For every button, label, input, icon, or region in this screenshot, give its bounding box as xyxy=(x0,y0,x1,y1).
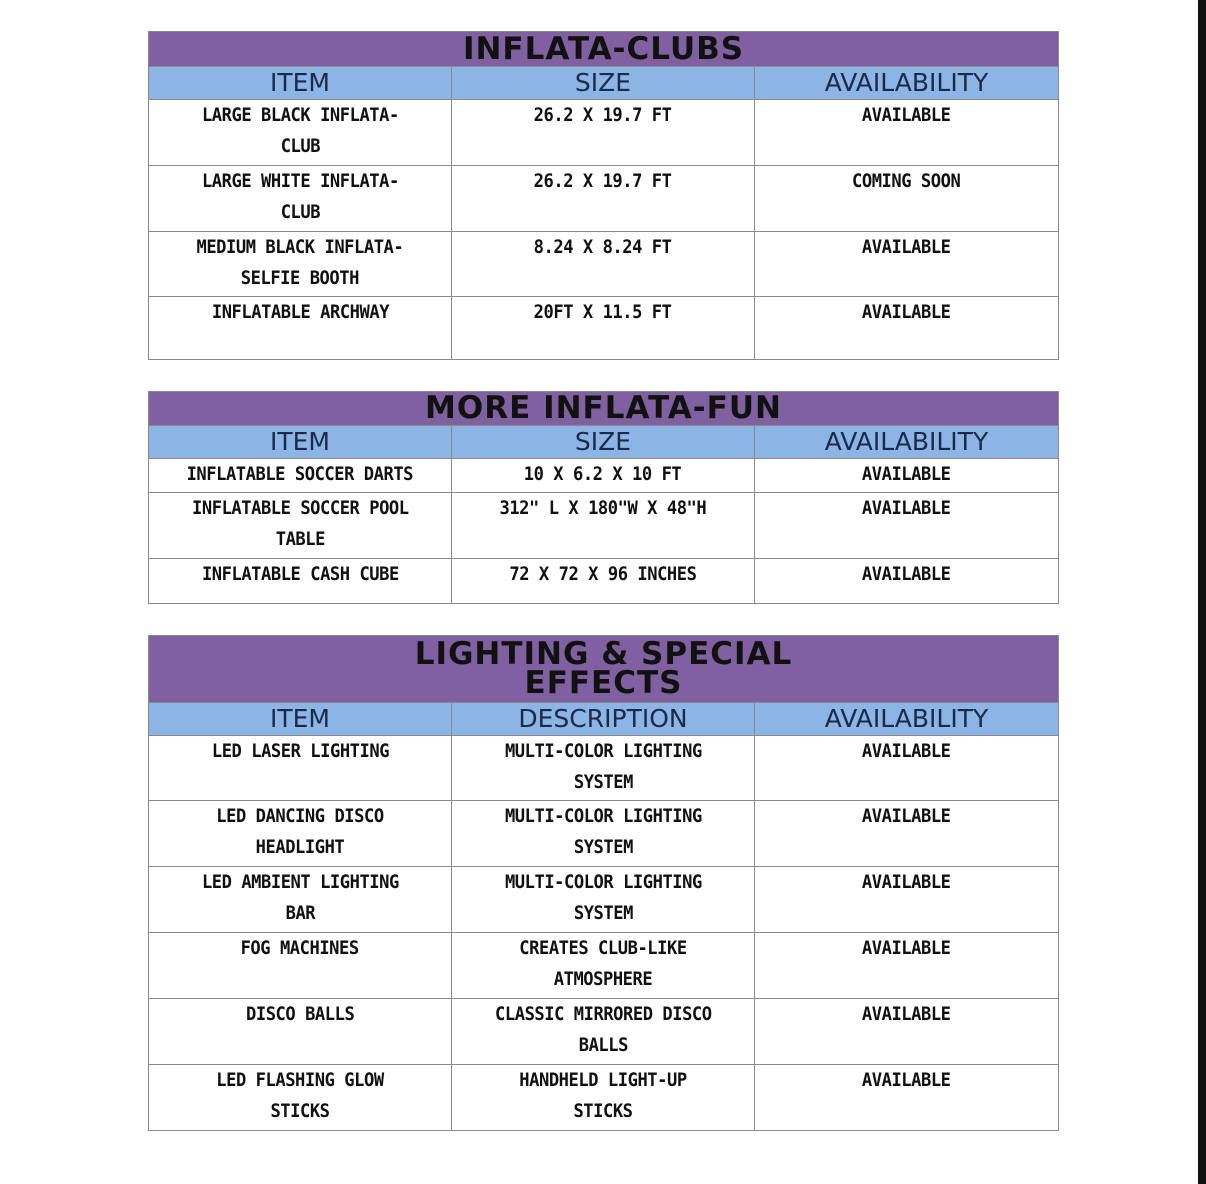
screen-edge xyxy=(1198,0,1206,1184)
table-row xyxy=(149,999,1059,1065)
column-header-availability: AVAILABILITY xyxy=(755,67,1059,100)
availability-cell: AVAILABLE xyxy=(755,736,1059,801)
item-cell: LED DANCING DISCO HEADLIGHT xyxy=(149,801,452,867)
column-header-item: ITEM xyxy=(149,67,452,100)
table-title: INFLATA-CLUBS xyxy=(149,32,1059,67)
availability-cell: AVAILABLE xyxy=(755,867,1059,933)
description-cell: MULTI-COLOR LIGHTING SYSTEM xyxy=(452,736,755,801)
description-cell: HANDHELD LIGHT-UP STICKS xyxy=(452,1065,755,1131)
item-cell: LARGE WHITE INFLATA- CLUB xyxy=(149,166,452,232)
column-header-availability: AVAILABILITY xyxy=(755,426,1059,459)
lighting-special-effects-table xyxy=(148,635,1059,1131)
item-cell: INFLATABLE SOCCER POOL TABLE xyxy=(149,493,452,559)
description-cell: CREATES CLUB-LIKE ATMOSPHERE xyxy=(452,933,755,999)
table-row xyxy=(149,493,1059,559)
availability-cell: AVAILABLE xyxy=(755,297,1059,360)
size-cell: 20FT X 11.5 FT xyxy=(452,297,755,360)
column-header-size: SIZE xyxy=(452,426,755,459)
availability-cell: COMING SOON xyxy=(755,166,1059,232)
column-header-size: SIZE xyxy=(452,67,755,100)
availability-cell: AVAILABLE xyxy=(755,933,1059,999)
table-row xyxy=(149,559,1059,604)
size-cell: 8.24 X 8.24 FT xyxy=(452,232,755,297)
table-row xyxy=(149,801,1059,867)
description-cell: MULTI-COLOR LIGHTING SYSTEM xyxy=(452,801,755,867)
table-row xyxy=(149,1065,1059,1131)
size-cell: 10 X 6.2 X 10 FT xyxy=(452,459,755,493)
item-cell: MEDIUM BLACK INFLATA- SELFIE BOOTH xyxy=(149,232,452,297)
table-title: LIGHTING & SPECIAL EFFECTS xyxy=(149,636,1059,703)
item-cell: LED LASER LIGHTING xyxy=(149,736,452,801)
table-row xyxy=(149,459,1059,493)
inflata-clubs-table xyxy=(148,31,1059,360)
table-row xyxy=(149,166,1059,232)
availability-cell: AVAILABLE xyxy=(755,1065,1059,1131)
column-header-description: DESCRIPTION xyxy=(452,703,755,736)
availability-cell: AVAILABLE xyxy=(755,100,1059,166)
table-title: MORE INFLATA-FUN xyxy=(149,392,1059,426)
availability-cell: AVAILABLE xyxy=(755,493,1059,559)
more-inflata-fun-table xyxy=(148,391,1059,604)
size-cell: 26.2 X 19.7 FT xyxy=(452,166,755,232)
item-cell: INFLATABLE ARCHWAY xyxy=(149,297,452,360)
table-row xyxy=(149,867,1059,933)
item-cell: LARGE BLACK INFLATA- CLUB xyxy=(149,100,452,166)
column-header-availability: AVAILABILITY xyxy=(755,703,1059,736)
availability-cell: AVAILABLE xyxy=(755,559,1059,604)
column-header-item: ITEM xyxy=(149,703,452,736)
size-cell: 26.2 X 19.7 FT xyxy=(452,100,755,166)
size-cell: 72 X 72 X 96 INCHES xyxy=(452,559,755,604)
availability-cell: AVAILABLE xyxy=(755,999,1059,1065)
availability-cell: AVAILABLE xyxy=(755,459,1059,493)
column-header-item: ITEM xyxy=(149,426,452,459)
table-row xyxy=(149,232,1059,297)
item-cell: FOG MACHINES xyxy=(149,933,452,999)
availability-cell: AVAILABLE xyxy=(755,232,1059,297)
table-row xyxy=(149,736,1059,801)
table-row xyxy=(149,100,1059,166)
table-row xyxy=(149,933,1059,999)
item-cell: LED AMBIENT LIGHTING BAR xyxy=(149,867,452,933)
size-cell: 312" L X 180"W X 48"H xyxy=(452,493,755,559)
item-cell: LED FLASHING GLOW STICKS xyxy=(149,1065,452,1131)
description-cell: MULTI-COLOR LIGHTING SYSTEM xyxy=(452,867,755,933)
table-row xyxy=(149,297,1059,360)
item-cell: INFLATABLE SOCCER DARTS xyxy=(149,459,452,493)
description-cell: CLASSIC MIRRORED DISCO BALLS xyxy=(452,999,755,1065)
item-cell: DISCO BALLS xyxy=(149,999,452,1065)
availability-cell: AVAILABLE xyxy=(755,801,1059,867)
item-cell: INFLATABLE CASH CUBE xyxy=(149,559,452,604)
